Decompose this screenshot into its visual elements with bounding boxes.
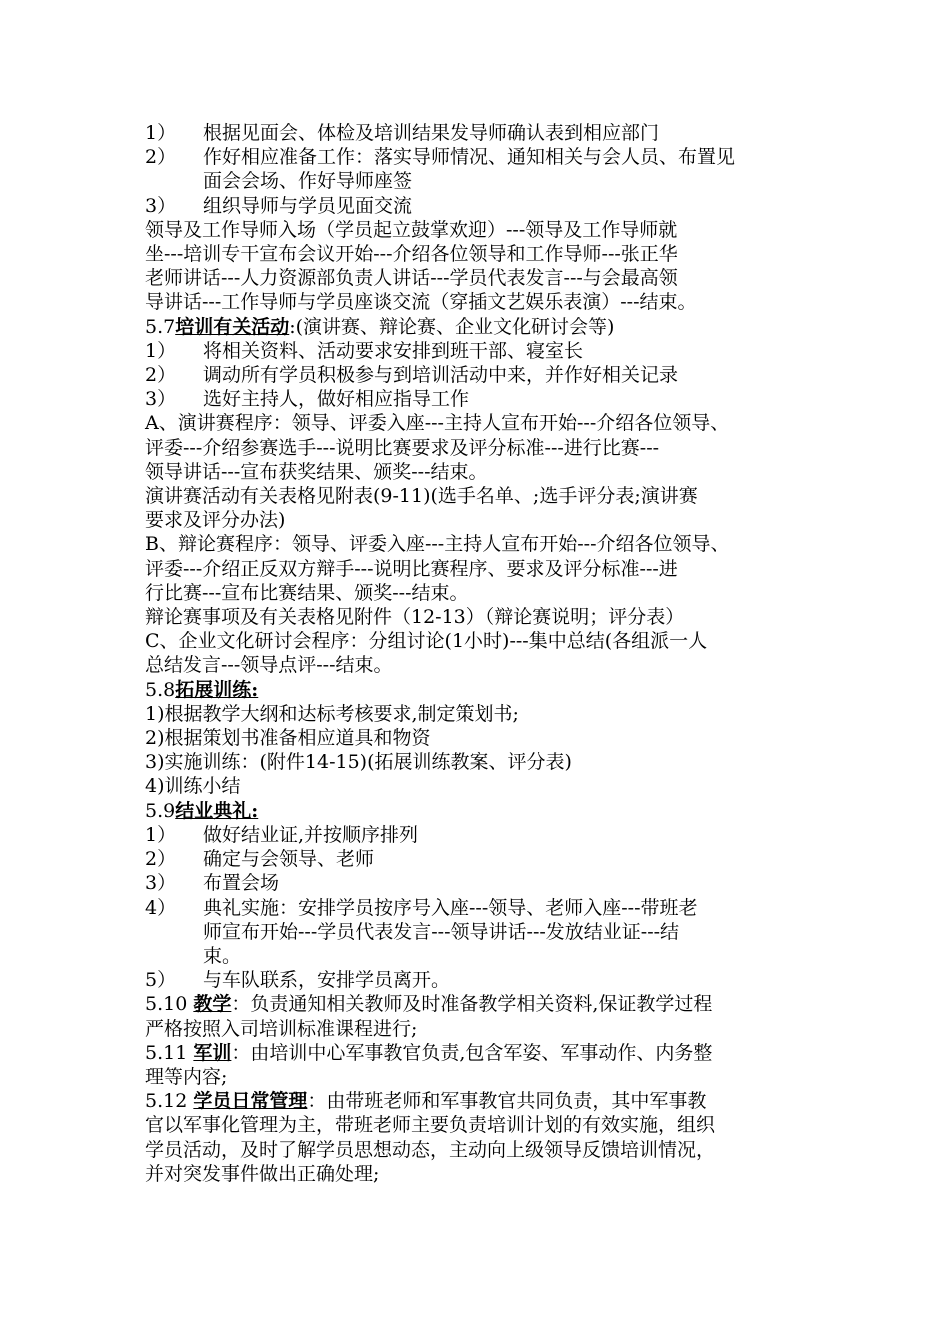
item-text: 与车队联系，安排学员离开。 xyxy=(203,969,451,992)
paragraph-line: 领导讲话---宣布获奖结果、颁奖---结束。 xyxy=(145,460,488,483)
section-number: 5.12 xyxy=(145,1090,188,1113)
paragraph-line: 评委---介绍正反双方辩手---说明比赛程序、要求及评分标准---进 xyxy=(145,557,678,580)
item-text: 作好相应准备工作：落实导师情况、通知相关与会人员、布置见 xyxy=(203,146,736,169)
section-title: 军训 xyxy=(193,1041,232,1064)
item-text: 根据见面会、体检及培训结果发导师确认表到相应部门 xyxy=(203,122,660,144)
paragraph-line: 理等内容; xyxy=(145,1065,228,1088)
item-text: 确定与会领导、老师 xyxy=(203,848,375,871)
paragraph-line: 并对突发事件做出正确处理; xyxy=(145,1162,380,1185)
item-text: 做好结业证,并按顺序排列 xyxy=(203,823,419,846)
list-item: 4)训练小结 xyxy=(145,775,241,798)
list-item xyxy=(145,194,830,218)
item-text: 选好主持人，做好相应指导工作 xyxy=(203,388,470,411)
item-number: 2） xyxy=(145,364,177,387)
list-item xyxy=(145,363,830,387)
list-item xyxy=(145,145,830,169)
paragraph-line: C、企业文化研讨会程序：分组讨论(1小时)---集中总结(各组派一人 xyxy=(145,630,708,653)
paragraph-line: 行比赛---宣布比赛结果、颁奖---结束。 xyxy=(145,581,469,604)
item-text-continued: 面会会场、作好导师座签 xyxy=(203,170,413,193)
item-number: 4） xyxy=(145,896,177,919)
item-number: 1） xyxy=(145,339,177,362)
paragraph-line: 官以军事化管理为主，带班老师主要负责培训计划的有效实施，组织 xyxy=(145,1114,716,1137)
list-item: 2)根据策划书准备相应道具和物资 xyxy=(145,727,431,750)
section-title: 教学 xyxy=(193,993,232,1016)
list-item xyxy=(145,871,830,895)
item-number: 3） xyxy=(145,388,177,411)
list-item xyxy=(145,121,830,145)
list-item xyxy=(145,847,830,871)
section-heading xyxy=(145,678,830,702)
section-text: ：由培训中心军事教官负责,包含军姿、军事动作、内务整 xyxy=(231,1041,713,1064)
list-item xyxy=(145,896,830,920)
paragraph-line: A、演讲赛程序：领导、评委入座---主持人宣布开始---介绍各位领导、 xyxy=(145,412,730,435)
section-number: 5.7 xyxy=(145,315,176,338)
paragraph-line: 领导及工作导师入场（学员起立鼓掌欢迎）---领导及工作导师就 xyxy=(145,218,678,241)
section-number: 5.8 xyxy=(145,678,176,701)
section-title: 结业典礼: xyxy=(175,799,259,822)
item-number: 1） xyxy=(145,122,177,144)
section-heading xyxy=(145,1089,830,1113)
item-text: 组织导师与学员见面交流 xyxy=(203,194,413,217)
paragraph-line: 演讲赛活动有关表格见附表(9-11)(选手名单、;选手评分表;演讲赛 xyxy=(145,485,698,508)
section-number: 5.9 xyxy=(145,799,176,822)
item-number: 1） xyxy=(145,823,177,846)
list-item: 3)实施训练：(附件14-15)(拓展训练教案、评分表) xyxy=(145,751,572,774)
item-number: 3） xyxy=(145,872,177,895)
paragraph-line: B、辩论赛程序：领导、评委入座---主持人宣布开始---介绍各位领导、 xyxy=(145,533,730,556)
section-heading xyxy=(145,1041,830,1065)
item-text: 调动所有学员积极参与到培训活动中来，并作好相关记录 xyxy=(203,364,679,387)
paragraph-line: 导讲话---工作导师与学员座谈交流（穿插文艺娱乐表演）---结束。 xyxy=(145,291,697,314)
paragraph-line: 总结发言---领导点评---结束。 xyxy=(145,654,393,677)
item-text-continued: 束。 xyxy=(203,944,242,967)
paragraph-line: 老师讲话---人力资源部负责人讲话---学员代表发言---与会最高领 xyxy=(145,267,678,290)
paragraph-line: 评委---介绍参赛选手---说明比赛要求及评分标准---进行比赛--- xyxy=(145,436,660,459)
list-item xyxy=(145,823,830,847)
item-text-continued: 师宣布开始---学员代表发言---领导讲话---发放结业证---结 xyxy=(203,920,680,943)
section-title: 拓展训练: xyxy=(175,678,259,701)
section-title: 培训有关活动 xyxy=(175,315,290,338)
paragraph-line: 辩论赛事项及有关表格见附件（12-13）（辩论赛说明；评分表） xyxy=(145,606,685,629)
item-text: 布置会场 xyxy=(203,872,280,895)
section-number: 5.11 xyxy=(145,1041,188,1064)
list-item xyxy=(145,339,830,363)
item-number: 3） xyxy=(145,194,177,217)
paragraph-line: 要求及评分办法) xyxy=(145,509,286,532)
item-text: 典礼实施：安排学员按序号入座---领导、老师入座---带班老 xyxy=(203,896,698,919)
paragraph-line: 严格按照入司培训标准课程进行; xyxy=(145,1017,418,1040)
list-item xyxy=(145,387,830,411)
list-item xyxy=(145,968,830,992)
item-text: 将相关资料、活动要求安排到班干部、寝室长 xyxy=(203,339,584,362)
section-title: 学员日常管理 xyxy=(193,1090,308,1113)
section-text: ：负责通知相关教师及时准备教学相关资料,保证教学过程 xyxy=(231,993,713,1016)
item-number: 5） xyxy=(145,969,177,992)
section-text: ：由带班老师和军事教官共同负责，其中军事教 xyxy=(307,1090,707,1113)
section-heading xyxy=(145,315,830,339)
section-subtitle: :(演讲赛、辩论赛、企业文化研讨会等) xyxy=(289,315,615,338)
list-item: 1)根据教学大纲和达标考核要求,制定策划书; xyxy=(145,702,519,725)
paragraph-line: 坐---培训专干宣布会议开始---介绍各位领导和工作导师---张正华 xyxy=(145,243,678,266)
item-number: 2） xyxy=(145,848,177,871)
section-heading xyxy=(145,992,830,1016)
paragraph-line: 学员活动，及时了解学员思想动态，主动向上级领导反馈培训情况， xyxy=(145,1138,716,1161)
item-number: 2） xyxy=(145,146,177,169)
section-heading xyxy=(145,799,830,823)
section-number: 5.10 xyxy=(145,993,188,1016)
